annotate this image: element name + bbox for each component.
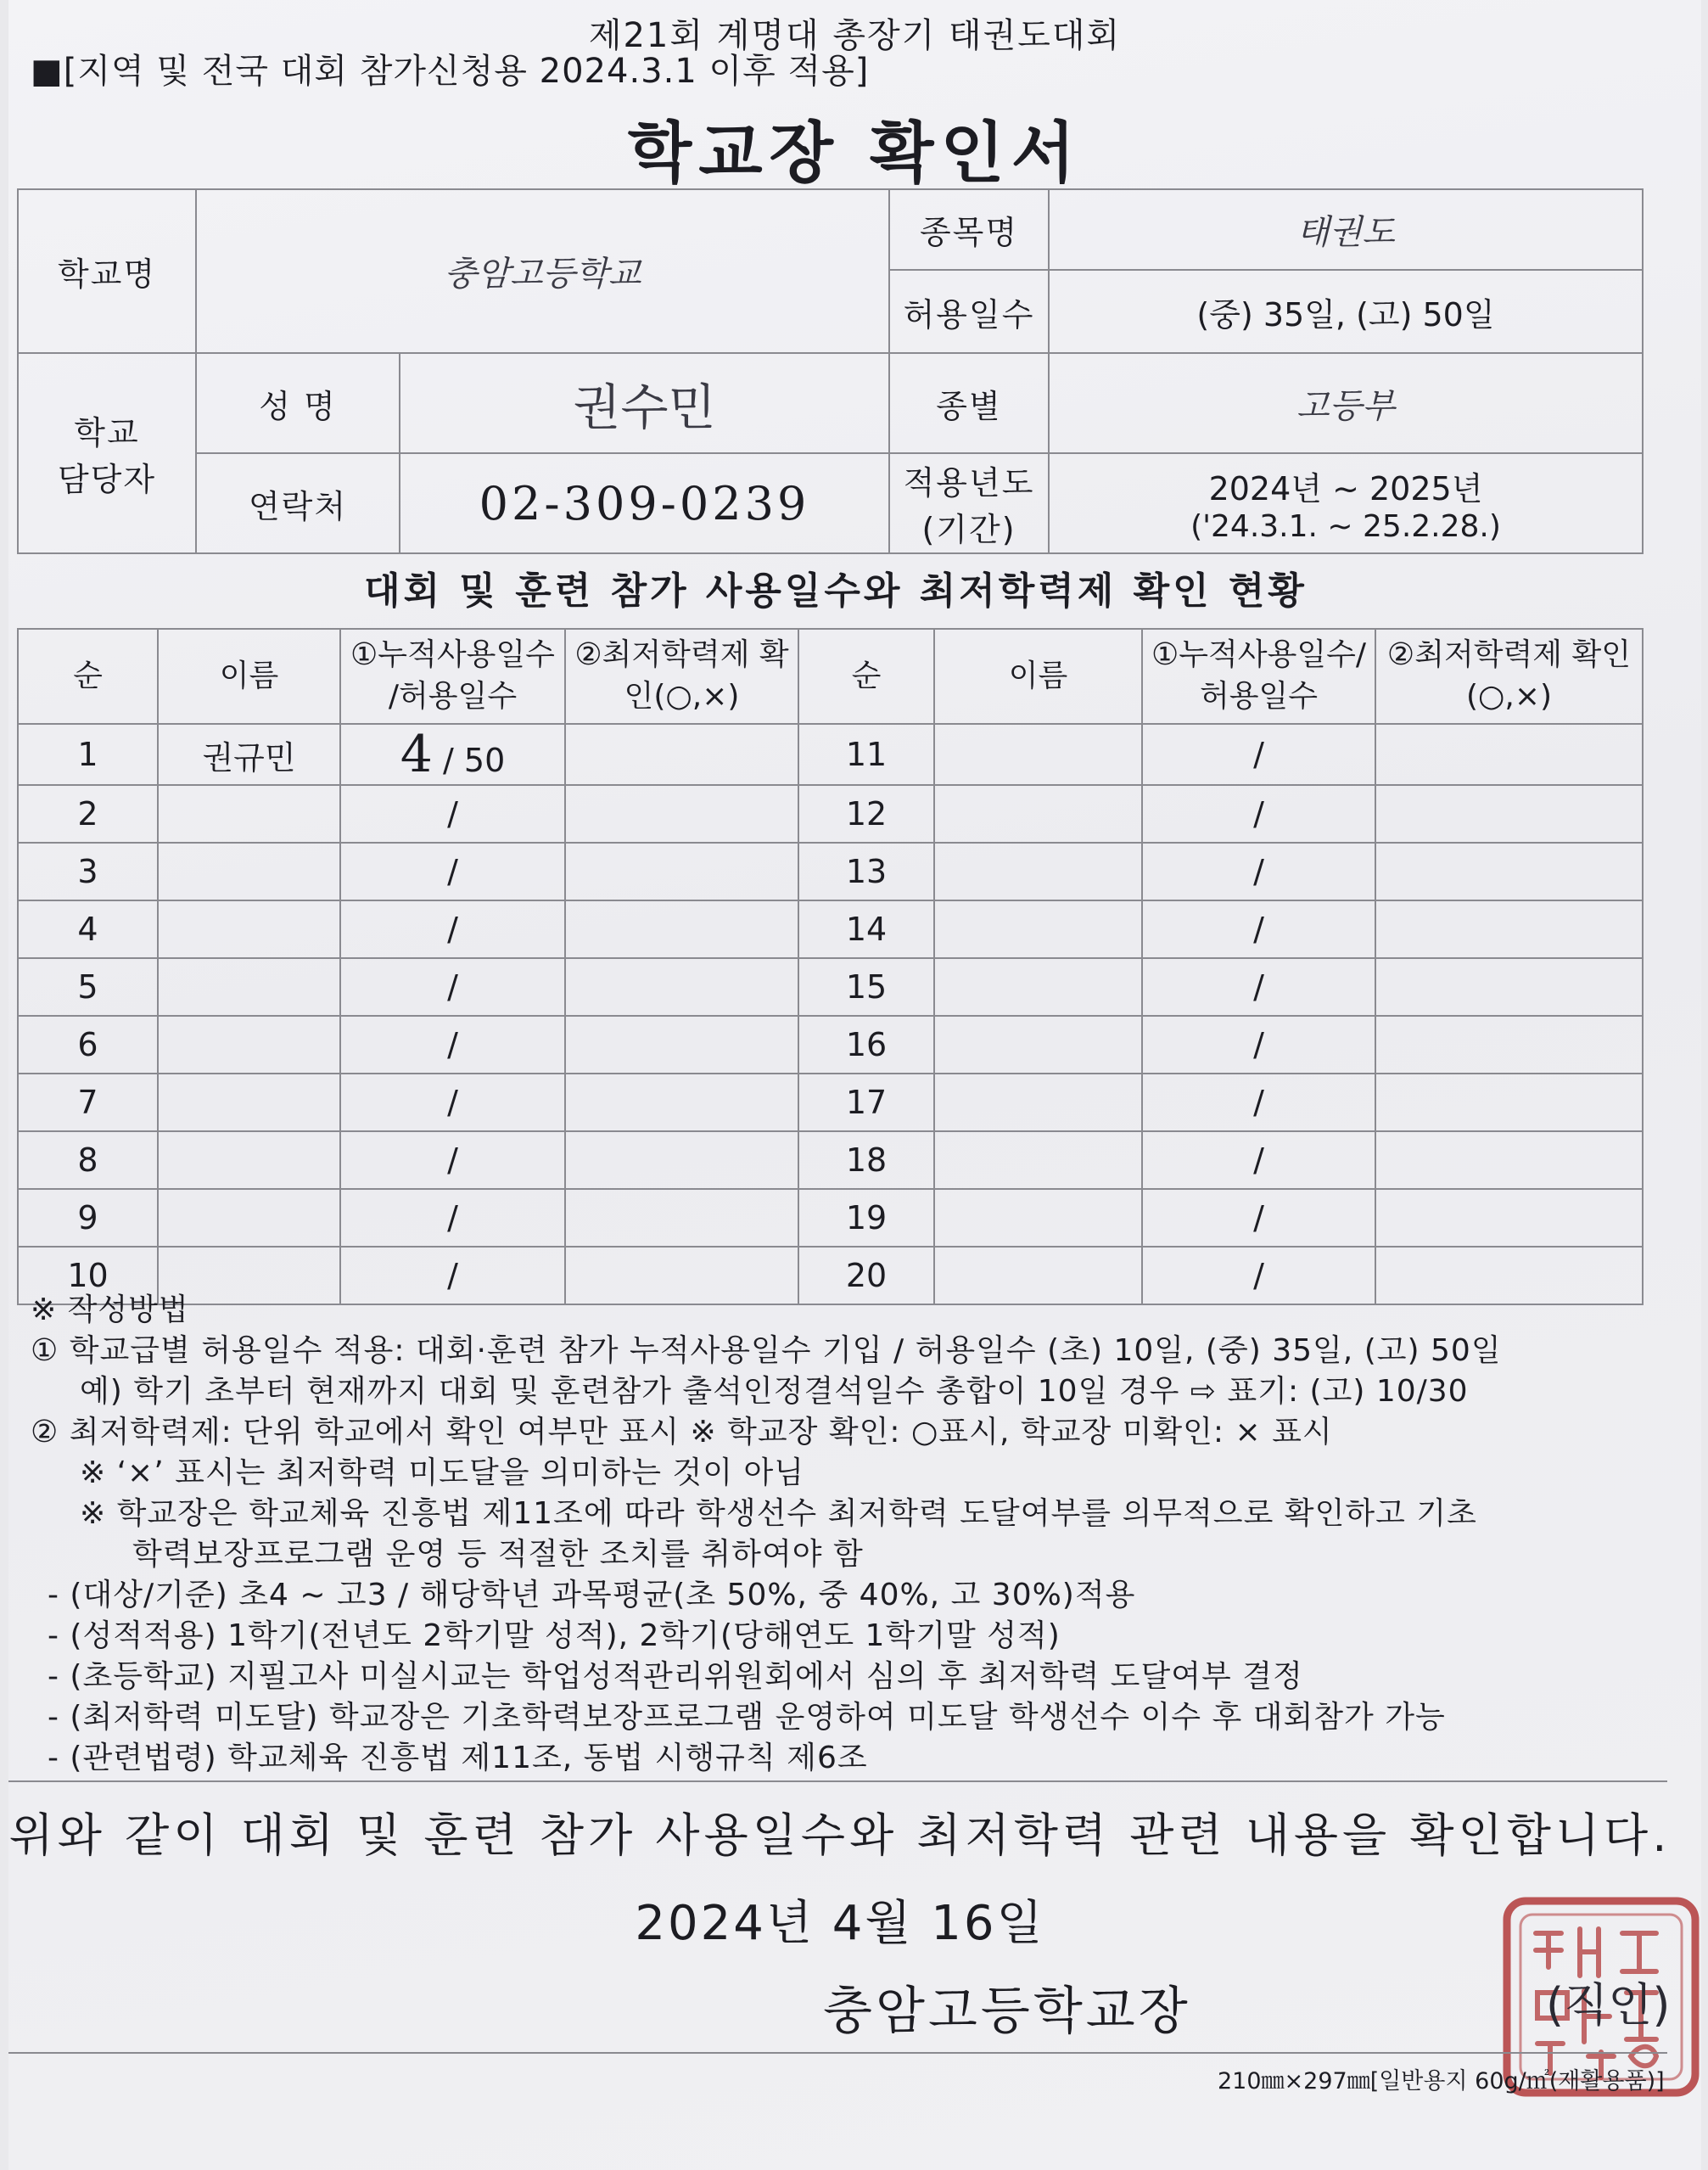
row-check — [565, 785, 798, 843]
row-no: 6 — [18, 1016, 158, 1074]
instructions-line: 학력보장프로그램 운영 등 적절한 조치를 취하여야 함 — [132, 1537, 864, 1572]
row-name — [934, 1131, 1142, 1189]
instructions-heading: ※ 작성방법 — [31, 1292, 189, 1327]
row-no: 17 — [798, 1074, 934, 1131]
row-days: / — [340, 1247, 565, 1304]
row-name — [934, 785, 1142, 843]
row-days: / — [1142, 958, 1375, 1016]
row-used-days: 4 — [400, 725, 433, 784]
row-check — [1375, 900, 1643, 958]
row-check — [1375, 1189, 1643, 1247]
row-name — [934, 843, 1142, 900]
school-info-table — [17, 188, 1644, 554]
document-page — [8, 0, 1701, 2170]
row-days: / — [1142, 900, 1375, 958]
row-check — [565, 958, 798, 1016]
row-sep: / — [443, 742, 454, 779]
row-check — [1375, 1016, 1643, 1074]
row-no: 12 — [798, 785, 934, 843]
row-no: 14 — [798, 900, 934, 958]
row-days: / — [1142, 1131, 1375, 1189]
row-check — [565, 724, 798, 785]
confirmation-statement: 위와 같이 대회 및 훈련 참가 사용일수와 최저학력 관련 내용을 확인합니다. — [8, 1808, 1672, 1862]
signature-date: 2024년 4월 16일 — [635, 1896, 1045, 1951]
instructions-line: - (성적적용) 1학기(전년도 2학기말 성적), 2학기(당해연도 1학기말 성적) — [48, 1618, 1061, 1653]
row-name — [934, 958, 1142, 1016]
table-row — [18, 785, 1643, 843]
row-name — [158, 1016, 340, 1074]
row-no: 13 — [798, 843, 934, 900]
category-value: 고등부 — [1049, 353, 1643, 453]
header-name-left: 이름 — [158, 629, 340, 724]
row-check — [565, 1016, 798, 1074]
row-name — [158, 1074, 340, 1131]
row-check — [565, 1074, 798, 1131]
table-row — [18, 1131, 1643, 1189]
instructions-line: ① 학교급별 허용일수 적용: 대회·훈련 참가 누적사용일수 기입 / 허용일수 (초) 10일, (중) 35일, (고) 50일 — [31, 1333, 1502, 1368]
row-name — [158, 1189, 340, 1247]
contact-person-label-line2: 담당자 — [57, 461, 157, 498]
header-no-left: 순 — [18, 629, 158, 724]
row-name — [934, 1074, 1142, 1131]
instructions-line: ※ ‘×’ 표시는 최저학력 미도달을 의미하는 것이 아님 — [80, 1455, 805, 1490]
row-name — [934, 1189, 1142, 1247]
row-days: / — [1142, 1074, 1375, 1131]
row-days: / — [340, 900, 565, 958]
row-name — [158, 1131, 340, 1189]
header-days-left: ①누적사용일수 /허용일수 — [340, 629, 565, 724]
form-note: ■[지역 및 전국 대회 참가신청용 2024.3.1 이후 적용] — [31, 52, 870, 91]
table-row — [18, 724, 1643, 785]
event-title: 제21회 계명대 총장기 태권도대회 — [588, 16, 1122, 55]
row-days: / — [1142, 1189, 1375, 1247]
school-name-label: 학교명 — [18, 189, 196, 353]
table-row — [18, 1016, 1643, 1074]
category-label: 종별 — [889, 353, 1049, 453]
paper-spec-footer: 210㎜×297㎜[일반용지 60g/㎡(재활용품)] — [1218, 2068, 1665, 2094]
instructions-line: - (최저학력 미도달) 학교장은 기초학력보장프로그램 운영하여 미도달 학생선수 이수 후 대회참가 가능 — [48, 1700, 1446, 1735]
row-name — [158, 958, 340, 1016]
row-name — [934, 1016, 1142, 1074]
row-days: / — [1142, 724, 1375, 785]
row-days: / — [340, 843, 565, 900]
sport-value: 태권도 — [1049, 189, 1643, 270]
row-days: / — [340, 958, 565, 1016]
instructions-line: - (초등학교) 지필고사 미실시교는 학업성적관리위원회에서 심의 후 최저학력 도달여부 결정 — [48, 1659, 1303, 1694]
instructions-line: - (대상/기준) 초4 ~ 고3 / 해당학년 과목평균(초 50%, 중 40%, 고 30%)적용 — [48, 1578, 1136, 1612]
sport-label: 종목명 — [889, 189, 1049, 270]
year-label-line1: 적용년도 — [903, 464, 1035, 502]
instructions-line: ② 최저학력제: 단위 학교에서 확인 여부만 표시 ※ 학교장 확인: ○표시, 학교장 미확인: × 표시 — [31, 1415, 1333, 1449]
usage-section-title: 대회 및 훈련 참가 사용일수와 최저학력제 확인 현황 — [364, 569, 1308, 613]
header-days-right: ①누적사용일수/ 허용일수 — [1142, 629, 1375, 724]
row-no: 10 — [18, 1247, 158, 1304]
principal-signature: 충암고등학교장 — [823, 1982, 1191, 2041]
row-days: / — [340, 1189, 565, 1247]
row-allowed-days: 50 — [463, 742, 506, 779]
period-value: ('24.3.1. ~ 25.2.28.) — [1190, 509, 1501, 544]
document-title: 학교장 확인서 — [627, 115, 1083, 192]
usage-table — [17, 628, 1644, 1305]
row-no: 3 — [18, 843, 158, 900]
row-no: 2 — [18, 785, 158, 843]
row-no: 15 — [798, 958, 934, 1016]
row-no: 5 — [18, 958, 158, 1016]
year-value: 2024년 ~ 2025년 — [1208, 470, 1483, 507]
row-check — [565, 1131, 798, 1189]
row-no: 16 — [798, 1016, 934, 1074]
table-row — [18, 843, 1643, 900]
row-check — [1375, 843, 1643, 900]
header-name-right: 이름 — [934, 629, 1142, 724]
row-days: / — [340, 1131, 565, 1189]
row-no: 9 — [18, 1189, 158, 1247]
row-check — [1375, 958, 1643, 1016]
row-no: 7 — [18, 1074, 158, 1131]
row-days: / — [1142, 1016, 1375, 1074]
footer-divider — [8, 2052, 1667, 2054]
divider — [8, 1780, 1667, 1782]
allowed-days-label: 허용일수 — [889, 270, 1049, 353]
row-days: / — [1142, 1247, 1375, 1304]
header-check-right: ②최저학력제 확인(○,×) — [1375, 629, 1643, 724]
year-label — [889, 453, 1049, 553]
row-days: / — [340, 785, 565, 843]
instructions-line: - (관련법령) 학교체육 진흥법 제11조, 동법 시행규칙 제6조 — [48, 1741, 868, 1775]
row-check — [1375, 1131, 1643, 1189]
row-name: 권규민 — [158, 724, 340, 785]
row-no: 11 — [798, 724, 934, 785]
person-name-value: 권수민 — [400, 353, 889, 453]
instructions-line: ※ 학교장은 학교체육 진흥법 제11조에 따라 학생선수 최저학력 도달여부를 의무적으로 확인하고 기초 — [80, 1496, 1477, 1531]
phone-value: 02-309-0239 — [400, 453, 889, 553]
person-name-label: 성 명 — [196, 353, 400, 453]
row-no: 20 — [798, 1247, 934, 1304]
row-days — [340, 724, 565, 785]
row-check — [565, 900, 798, 958]
year-label-line2: (기간) — [921, 511, 1016, 548]
row-no: 4 — [18, 900, 158, 958]
header-no-right: 순 — [798, 629, 934, 724]
contact-person-label-line1: 학교 — [74, 414, 140, 451]
instructions — [31, 1290, 1660, 1779]
row-no: 18 — [798, 1131, 934, 1189]
row-days: / — [340, 1016, 565, 1074]
instructions-line: 예) 학기 초부터 현재까지 대회 및 훈련참가 출석인정결석일수 총합이 10일 경우 ⇨ 표기: (고) 10/30 — [80, 1374, 1469, 1409]
row-check — [1375, 785, 1643, 843]
row-name — [934, 724, 1142, 785]
row-name — [158, 785, 340, 843]
table-row — [18, 900, 1643, 958]
phone-label: 연락처 — [196, 453, 400, 553]
contact-person-label — [18, 353, 196, 553]
row-check — [565, 1189, 798, 1247]
official-seal-label: (직인) — [1546, 1978, 1671, 2032]
row-check — [1375, 1074, 1643, 1131]
table-row — [18, 958, 1643, 1016]
row-check — [1375, 724, 1643, 785]
allowed-days-value: (중) 35일, (고) 50일 — [1049, 270, 1643, 353]
row-no: 8 — [18, 1131, 158, 1189]
school-name-value: 충암고등학교 — [196, 189, 889, 353]
row-name — [934, 900, 1142, 958]
table-row — [18, 1074, 1643, 1131]
header-check-left: ②최저학력제 확인(○,×) — [565, 629, 798, 724]
row-name — [158, 900, 340, 958]
row-days: / — [340, 1074, 565, 1131]
year-cell — [1049, 453, 1643, 553]
row-check — [565, 843, 798, 900]
row-days: / — [1142, 843, 1375, 900]
row-no: 1 — [18, 724, 158, 785]
row-no: 19 — [798, 1189, 934, 1247]
row-name — [158, 843, 340, 900]
row-days: / — [1142, 785, 1375, 843]
table-row — [18, 1189, 1643, 1247]
